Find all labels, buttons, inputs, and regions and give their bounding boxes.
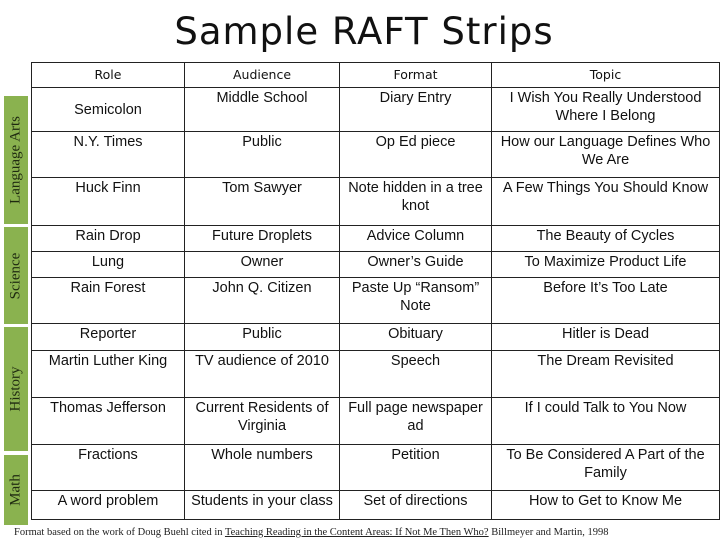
audience-cell: Middle School bbox=[185, 88, 340, 132]
format-cell: Op Ed piece bbox=[340, 132, 492, 178]
format-cell: Speech bbox=[340, 351, 492, 398]
topic-cell: The Beauty of Cycles bbox=[492, 226, 720, 252]
table-row bbox=[32, 88, 720, 132]
topic-cell: Before It’s Too Late bbox=[492, 278, 720, 324]
audience-cell: Public bbox=[185, 132, 340, 178]
column-header-topic: Topic bbox=[492, 63, 720, 88]
column-header-role: Role bbox=[32, 63, 185, 88]
citation-suffix: Billmeyer and Martin, 1998 bbox=[488, 527, 609, 538]
column-header-audience: Audience bbox=[185, 63, 340, 88]
audience-cell: Students in your class bbox=[185, 491, 340, 520]
subject-label-text: History bbox=[7, 366, 24, 412]
role-cell: Rain Forest bbox=[32, 278, 185, 324]
format-cell: Note hidden in a tree knot bbox=[340, 178, 492, 226]
format-cell: Diary Entry bbox=[340, 88, 492, 132]
subject-label-history bbox=[4, 327, 28, 451]
audience-cell: TV audience of 2010 bbox=[185, 351, 340, 398]
subject-label-text: Language Arts bbox=[7, 116, 24, 204]
role-cell: Lung bbox=[32, 252, 185, 278]
format-cell: Set of directions bbox=[340, 491, 492, 520]
format-cell: Petition bbox=[340, 445, 492, 491]
audience-cell: Current Residents of Virginia bbox=[185, 398, 340, 445]
role-cell: Thomas Jefferson bbox=[32, 398, 185, 445]
source-citation bbox=[14, 527, 728, 538]
table-row bbox=[32, 398, 720, 445]
format-cell: Owner’s Guide bbox=[340, 252, 492, 278]
role-cell: Semicolon bbox=[32, 88, 185, 132]
subject-label-science bbox=[4, 227, 28, 324]
format-cell: Full page newspaper ad bbox=[340, 398, 492, 445]
subject-label-math bbox=[4, 455, 28, 525]
audience-cell: John Q. Citizen bbox=[185, 278, 340, 324]
topic-cell: To Be Considered A Part of the Family bbox=[492, 445, 720, 491]
format-cell: Obituary bbox=[340, 324, 492, 351]
role-cell: Huck Finn bbox=[32, 178, 185, 226]
subject-label-text: Science bbox=[7, 252, 24, 299]
topic-cell: If I could Talk to You Now bbox=[492, 398, 720, 445]
table-row bbox=[32, 351, 720, 398]
table-row bbox=[32, 445, 720, 491]
format-cell: Paste Up “Ransom” Note bbox=[340, 278, 492, 324]
citation-prefix: Format based on the work of Doug Buehl cited in bbox=[14, 527, 225, 538]
topic-cell: I Wish You Really Understood Where I Belong bbox=[492, 88, 720, 132]
audience-cell: Future Droplets bbox=[185, 226, 340, 252]
citation-book-title: Teaching Reading in the Content Areas: If Not Me Then Who? bbox=[224, 527, 489, 538]
role-cell: Rain Drop bbox=[32, 226, 185, 252]
subject-label-language-arts bbox=[4, 96, 28, 224]
format-cell: Advice Column bbox=[340, 226, 492, 252]
table-header-row bbox=[32, 63, 720, 88]
topic-cell: To Maximize Product Life bbox=[492, 252, 720, 278]
table-row bbox=[32, 278, 720, 324]
role-cell: Reporter bbox=[32, 324, 185, 351]
role-cell: A word problem bbox=[32, 491, 185, 520]
table-row bbox=[32, 491, 720, 520]
audience-cell: Tom Sawyer bbox=[185, 178, 340, 226]
raft-table bbox=[31, 62, 720, 520]
page-title: Sample RAFT Strips bbox=[174, 10, 554, 53]
topic-cell: How our Language Defines Who We Are bbox=[492, 132, 720, 178]
table-row bbox=[32, 252, 720, 278]
table-row bbox=[32, 178, 720, 226]
audience-cell: Whole numbers bbox=[185, 445, 340, 491]
role-cell: Fractions bbox=[32, 445, 185, 491]
subject-label-text: Math bbox=[7, 474, 24, 506]
table-row bbox=[32, 324, 720, 351]
role-cell: Martin Luther King bbox=[32, 351, 185, 398]
topic-cell: How to Get to Know Me bbox=[492, 491, 720, 520]
table-row bbox=[32, 226, 720, 252]
table-row bbox=[32, 132, 720, 178]
topic-cell: Hitler is Dead bbox=[492, 324, 720, 351]
role-cell: N.Y. Times bbox=[32, 132, 185, 178]
audience-cell: Public bbox=[185, 324, 340, 351]
column-header-format: Format bbox=[340, 63, 492, 88]
topic-cell: A Few Things You Should Know bbox=[492, 178, 720, 226]
topic-cell: The Dream Revisited bbox=[492, 351, 720, 398]
audience-cell: Owner bbox=[185, 252, 340, 278]
